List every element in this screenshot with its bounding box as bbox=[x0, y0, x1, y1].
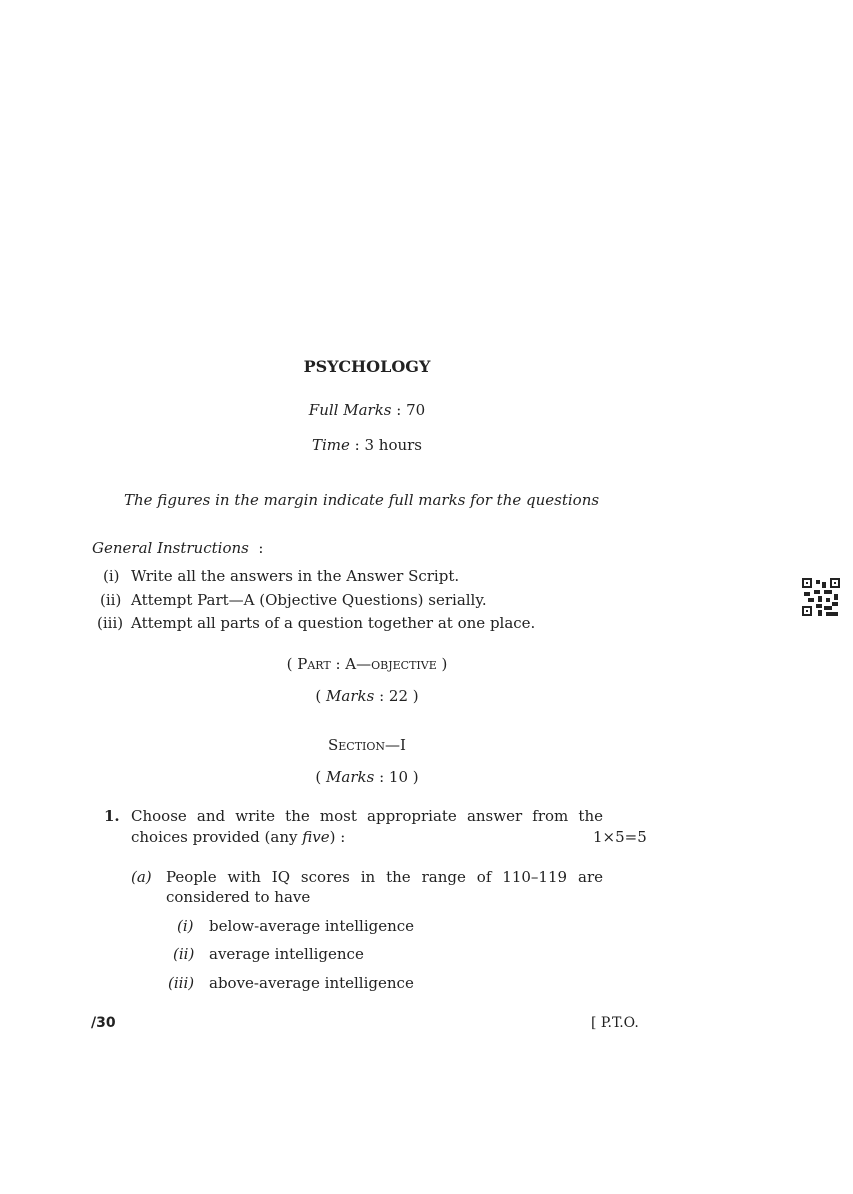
paren: ( bbox=[315, 687, 322, 705]
part-title: ( Part : A—objective ) bbox=[286, 655, 448, 673]
section-marks bbox=[0, 767, 734, 787]
marks-label: Marks bbox=[326, 687, 375, 705]
option-num: (iii) bbox=[168, 974, 195, 992]
full-marks-value: : 70 bbox=[396, 401, 426, 419]
subquestion-text: considered to have bbox=[166, 888, 311, 906]
instructions-title-text: General Instructions bbox=[92, 539, 249, 557]
paren: ( bbox=[315, 768, 322, 786]
margin-note: The figures in the margin indicate full marks for the questions bbox=[124, 491, 600, 509]
instruction-text: Attempt all parts of a question together at one place. bbox=[131, 614, 536, 632]
marks-value: : 10 ) bbox=[379, 768, 419, 786]
subquestion-label: (a) bbox=[131, 868, 152, 886]
instructions-title bbox=[92, 538, 263, 558]
instruction-num: (iii) bbox=[97, 614, 124, 632]
option-text: average intelligence bbox=[209, 945, 364, 963]
qr-code-icon bbox=[802, 578, 840, 616]
question-text-line2 bbox=[131, 827, 345, 847]
emphasis: five bbox=[302, 828, 330, 846]
instruction-num: (ii) bbox=[100, 591, 122, 609]
part-marks bbox=[0, 686, 734, 706]
paper-code: /30 bbox=[91, 1015, 116, 1031]
instruction-num: (i) bbox=[103, 567, 120, 585]
option-text: above-average intelligence bbox=[209, 974, 414, 992]
question-text: ) : bbox=[329, 828, 346, 846]
question-text: Choose and write the most appropriate answer from the bbox=[131, 807, 603, 825]
question-number: 1. bbox=[104, 807, 120, 825]
instruction-text: Write all the answers in the Answer Script. bbox=[131, 567, 460, 585]
time bbox=[0, 435, 734, 455]
subquestion-text: People with IQ scores in the range of 110–119 are bbox=[166, 868, 603, 886]
question-text: choices provided (any bbox=[131, 828, 298, 846]
section-title: Section—I bbox=[328, 736, 406, 754]
subject-title: PSYCHOLOGY bbox=[303, 357, 431, 376]
marks-label: Marks bbox=[326, 768, 375, 786]
pto-marker: [ P.T.O. bbox=[591, 1015, 639, 1031]
full-marks-label: Full Marks bbox=[308, 401, 392, 419]
instructions-colon: : bbox=[258, 539, 264, 557]
time-label: Time bbox=[311, 436, 350, 454]
marks-value: : 22 ) bbox=[379, 687, 419, 705]
option-text: below-average intelligence bbox=[209, 917, 415, 935]
question-marks: 1×5=5 bbox=[593, 828, 647, 846]
option-num: (i) bbox=[177, 917, 194, 935]
full-marks bbox=[0, 400, 734, 420]
option-num: (ii) bbox=[173, 945, 195, 963]
instruction-text: Attempt Part—A (Objective Questions) serially. bbox=[131, 591, 487, 609]
time-value: : 3 hours bbox=[354, 436, 423, 454]
